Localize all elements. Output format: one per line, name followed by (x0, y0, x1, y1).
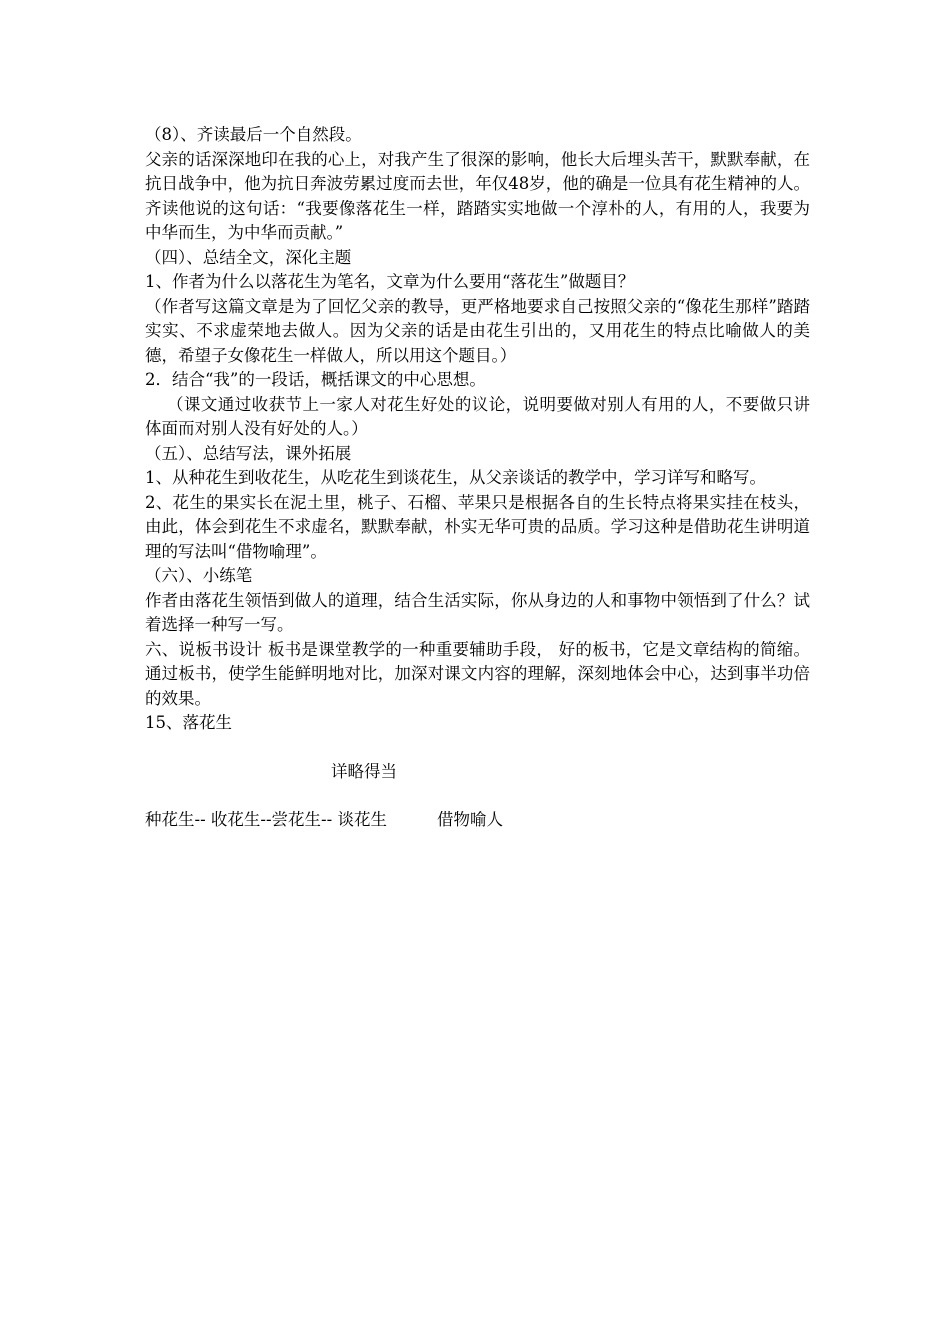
board-heading (145, 760, 810, 785)
answer-2: （课文通过收获节上一家人对花生好处的议论，说明要做对别人有用的人，不要做只讲体面而对别人没有好处的人。） (145, 394, 810, 438)
lesson-title: 15、落花生 (145, 713, 232, 732)
section-4-heading: （四）、总结全文，深化主题 (145, 247, 352, 267)
board-flow-text: 种花生-- 收花生--尝花生-- 谈花生 (145, 810, 387, 829)
father-words-paragraph: 父亲的话深深地印在我的心上，对我产生了很深的影响，他长大后埋头苦干，默默奉献，在抗日战争中，他为抗日奔波劳累过度而去世，年仅48岁，他的确是一位具有花生精神的人。齐读他说的这句话：“我要像落花生一样，踏踏实实地做一个淳朴的人，有用的人，我要为中华而生，为中华而贡献。” (145, 149, 810, 242)
step-8-heading: （8）、齐读最后一个自然段。 (145, 125, 362, 144)
board-theme-text: 借物喻人 (436, 810, 503, 829)
practice-prompt: 作者由落花生领悟到做人的道理，结合生活实际，你从身边的人和事物中领悟到了什么？试着选择一种写一写。 (145, 590, 810, 634)
writing-point-2: 2、花生的果实长在泥土里，桃子、石榴、苹果只是根据各自的生长特点将果实挂在枝头，由此，体会到花生不求虚名，默默奉献，朴实无华可贵的品质。学习这种是借助花生讲明道理的写法叫“借物喻理”。 (145, 492, 810, 561)
section-5-heading: （五）、总结写法，课外拓展 (145, 443, 352, 463)
writing-point-1: 1、从种花生到收花生，从吃花生到谈花生，从父亲谈话的教学中，学习详写和略写。 (145, 468, 766, 487)
board-design-paragraph: 六、说板书设计 板书是课堂教学的一种重要辅助手段， 好的板书，它是文章结构的简缩。通过板书，使学生能鲜明地对比，加深对课文内容的理解，深刻地体会中心，达到事半功倍的效果。 (145, 639, 810, 708)
question-1: 1、作者为什么以落花生为笔名，文章为什么要用“落花生”做题目？ (145, 272, 635, 291)
question-2: 2．结合“我”的一段话，概括课文的中心思想。 (145, 370, 486, 389)
board-heading-text: 详略得当 (331, 761, 397, 781)
section-6-heading: （六）、小练笔 (145, 566, 253, 585)
answer-1: （作者写这篇文章是为了回忆父亲的教导，更严格地要求自己按照父亲的“像花生那样”踏踏实实、不求虚荣地去做人。因为父亲的话是由花生引出的，又用花生的特点比喻做人的美德，希望子女像花生一样做人，所以用这个题目。） (145, 296, 810, 365)
document-body (145, 123, 810, 833)
board-flow-line (145, 808, 810, 833)
